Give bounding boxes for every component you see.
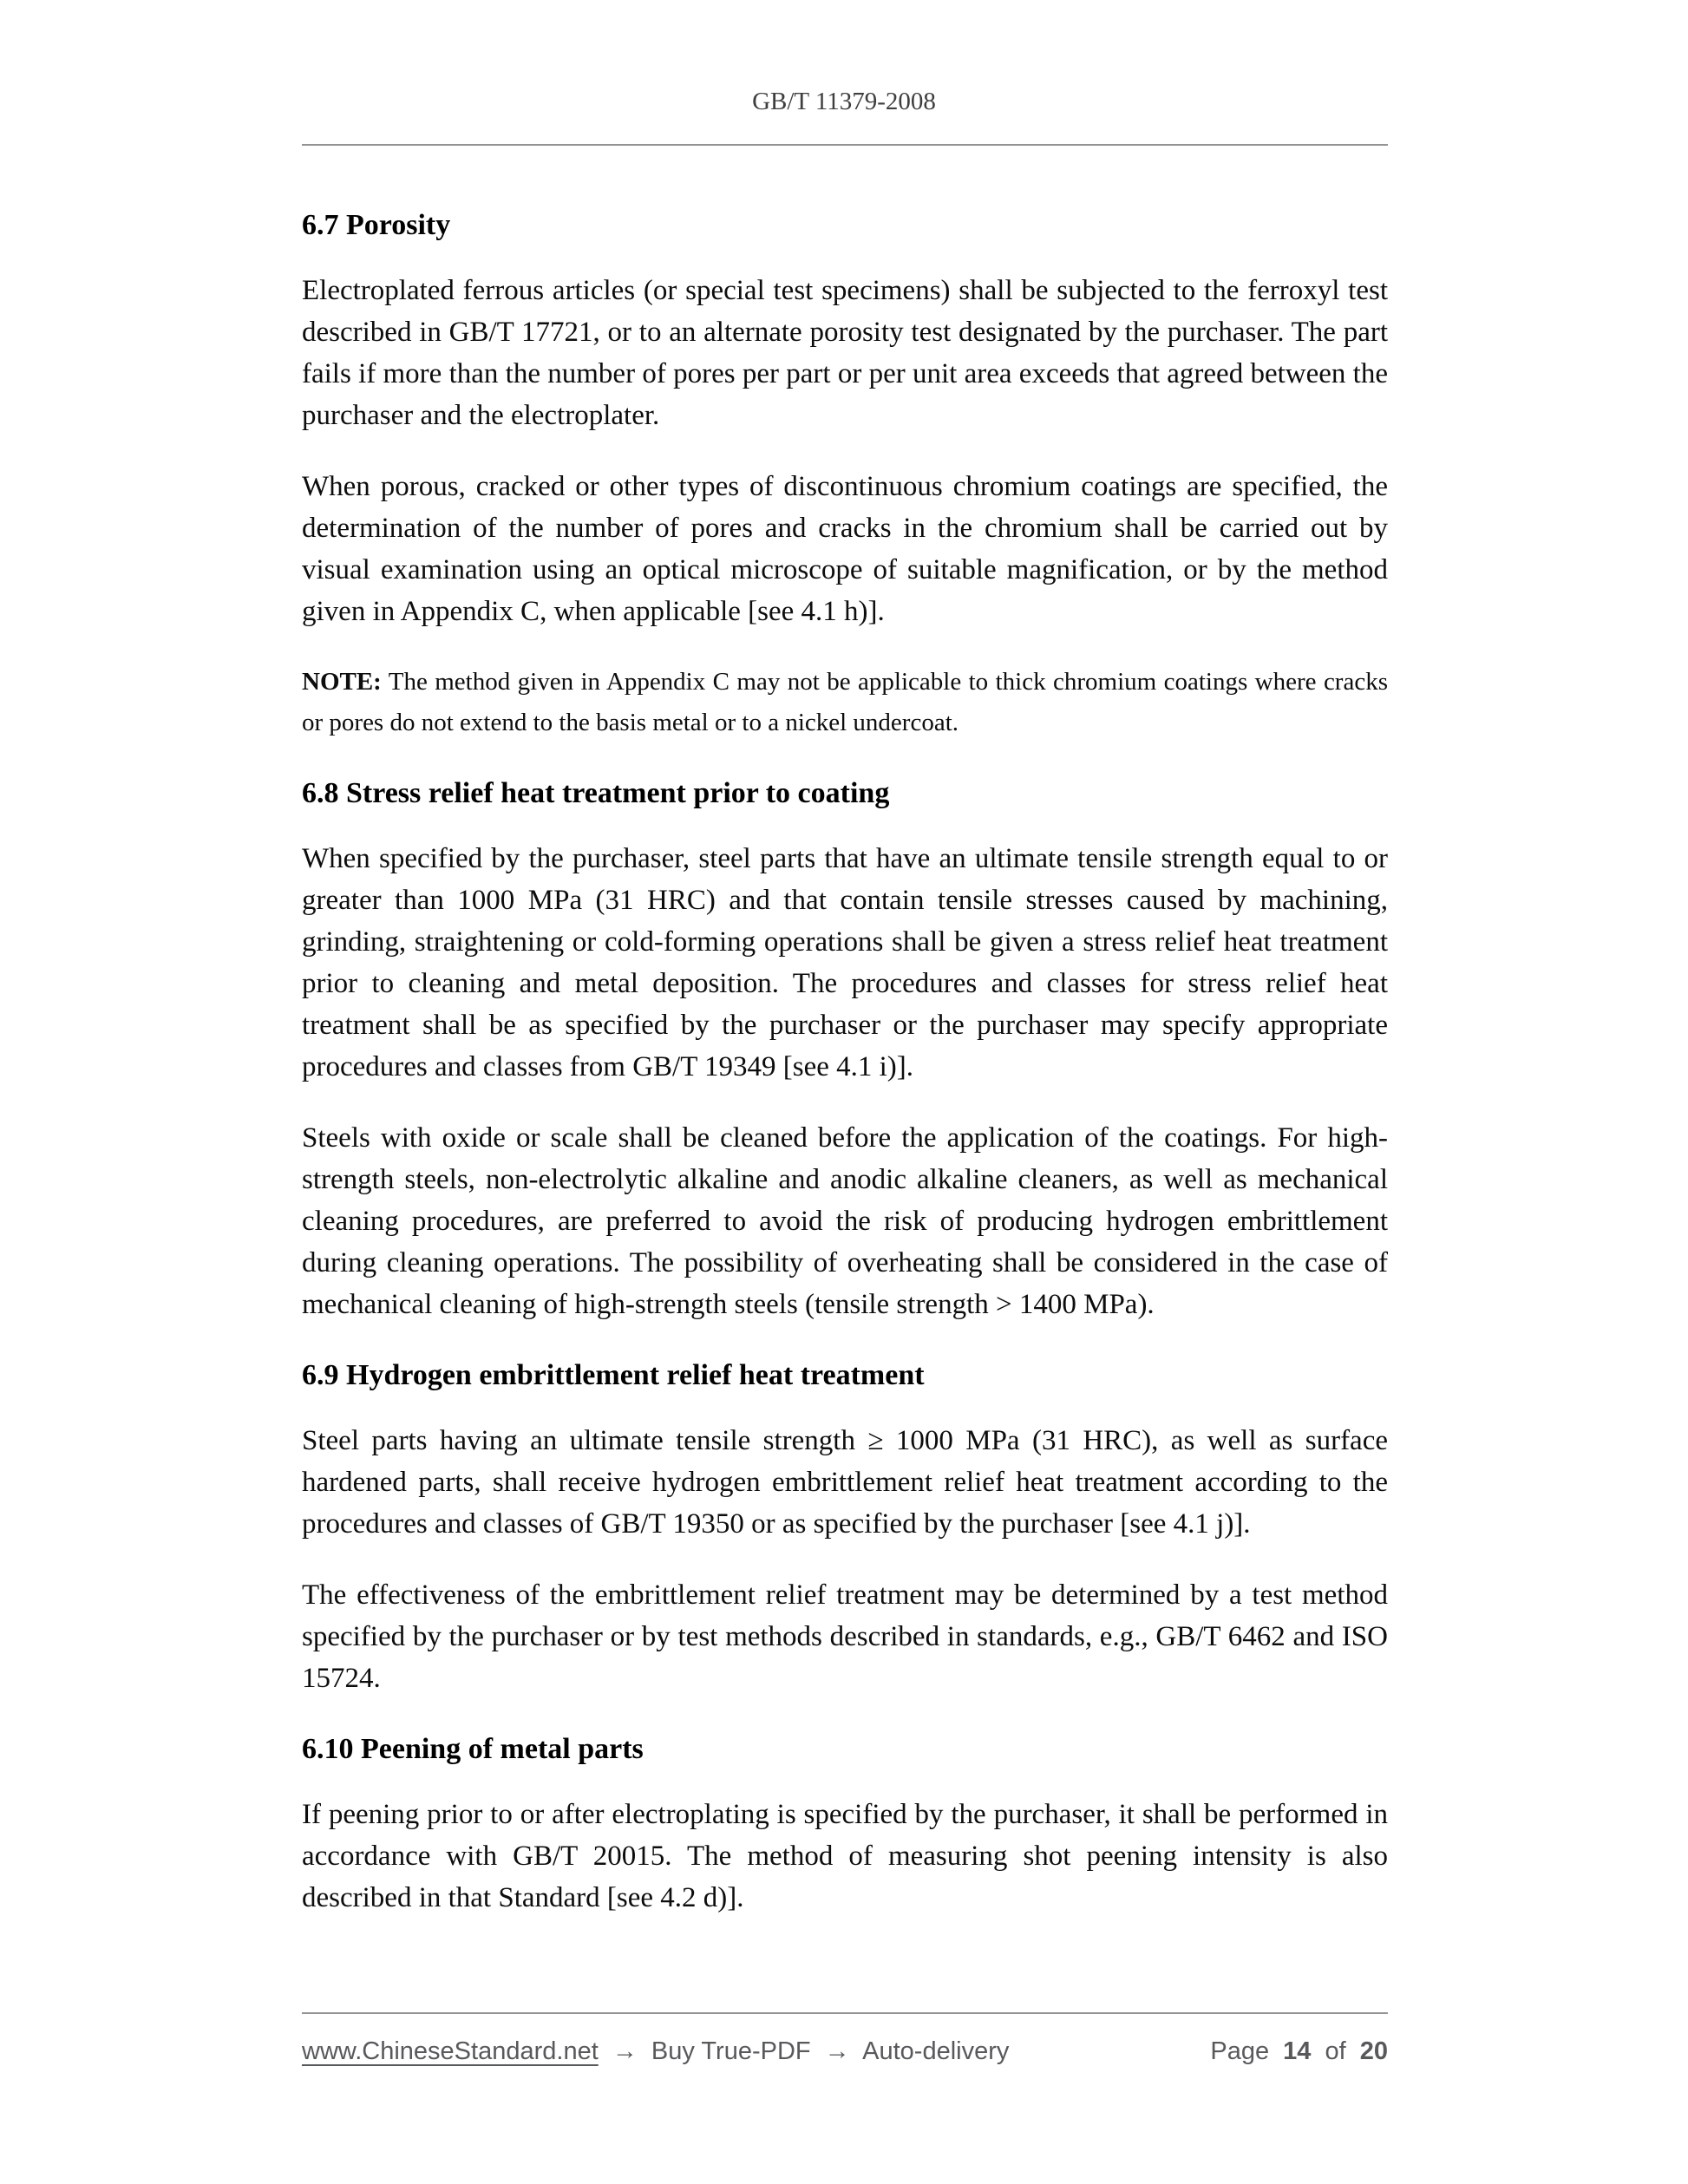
page-header-doc-number: GB/T 11379-2008 xyxy=(752,88,936,115)
page-label: Page xyxy=(1210,2037,1270,2065)
body-paragraph: If peening prior to or after electroplating is specified by the purchaser, it shall be performed in accordance with GB/T 20015. The method of measuring shot peening intensity is also described in that Standard [see 4.2 d)]. xyxy=(302,1799,1388,1913)
footer-arrow-icon: → xyxy=(612,2037,638,2065)
body-paragraph: When porous, cracked or other types of discontinuous chromium coatings are specified, the determination of the number of pores and cracks in the chromium shall be carried out by visual examination using an optical microscope of suitable magnification, or by the method given in Appendix C, when applicable [see 4.1 h)]. xyxy=(302,471,1388,627)
section-heading-6-9: 6.9 Hydrogen embrittlement relief heat treatment xyxy=(302,1359,925,1391)
page-footer xyxy=(302,2035,1388,2068)
page-total-number: 20 xyxy=(1359,2037,1388,2065)
footer-site-link[interactable]: www.ChineseStandard.net xyxy=(302,2037,599,2065)
footer-delivery-label: Auto-delivery xyxy=(862,2037,1010,2065)
page-of-label: of xyxy=(1325,2037,1346,2065)
section-heading-6-10: 6.10 Peening of metal parts xyxy=(302,1733,644,1765)
section-heading-6-8: 6.8 Stress relief heat treatment prior to coating xyxy=(302,777,890,809)
body-paragraph: The effectiveness of the embrittlement relief treatment may be determined by a test method specified by the purchaser or by test methods described in standards, e.g., GB/T 6462 and ISO 15724. xyxy=(302,1579,1388,1694)
page-indicator xyxy=(1203,2035,1388,2068)
body-paragraph: When specified by the purchaser, steel parts that have an ultimate tensile strength equal to or greater than 1000 MPa (31 HRC) and that contain tensile stresses caused by machining, grinding, straightening or cold-forming operations shall be given a stress relief heat treatment prior to cleaning and metal deposition. The procedures and classes for stress relief heat treatment shall be as specified by the purchaser or the purchaser may specify appropriate procedures and classes from GB/T 19349 [see 4.1 i)]. xyxy=(302,843,1388,1082)
note-label: NOTE: xyxy=(302,668,382,696)
footer-arrow-icon: → xyxy=(824,2037,850,2065)
document-body xyxy=(302,205,1388,1948)
section-heading-6-7: 6.7 Porosity xyxy=(302,209,451,241)
note-text: The method given in Appendix C may not be applicable to thick chromium coatings where cracks or pores do not extend to the basis metal or to a nickel undercoat. xyxy=(302,668,1388,736)
body-paragraph: Steels with oxide or scale shall be cleaned before the application of the coatings. For high-strength steels, non-electrolytic alkaline and anodic alkaline cleaners, as well as mechanical cleaning procedures, are preferred to avoid the risk of producing hydrogen embrittlement during cleaning operations. The possibility of overheating shall be considered in the case of mechanical cleaning of high-strength steels (tensile strength > 1400 MPa). xyxy=(302,1122,1388,1320)
footer-divider xyxy=(302,2012,1388,2014)
header-divider xyxy=(302,144,1388,146)
footer-buy-label: Buy True-PDF xyxy=(651,2037,811,2065)
footer-branding xyxy=(302,2035,1016,2068)
page-current-number: 14 xyxy=(1283,2037,1312,2065)
note-paragraph xyxy=(302,662,1388,743)
body-paragraph: Steel parts having an ultimate tensile strength ≥ 1000 MPa (31 HRC), as well as surface hardened parts, shall receive hydrogen embrittlement relief heat treatment according to the procedures and classes of GB/T 19350 or as specified by the purchaser [see 4.1 j)]. xyxy=(302,1425,1388,1540)
body-paragraph: Electroplated ferrous articles (or special test specimens) shall be subjected to the ferroxyl test described in GB/T 17721, or to an alternate porosity test designated by the purchaser. The part fails if more than the number of pores per part or per unit area exceeds that agreed between the purchaser and the electroplater. xyxy=(302,275,1388,431)
